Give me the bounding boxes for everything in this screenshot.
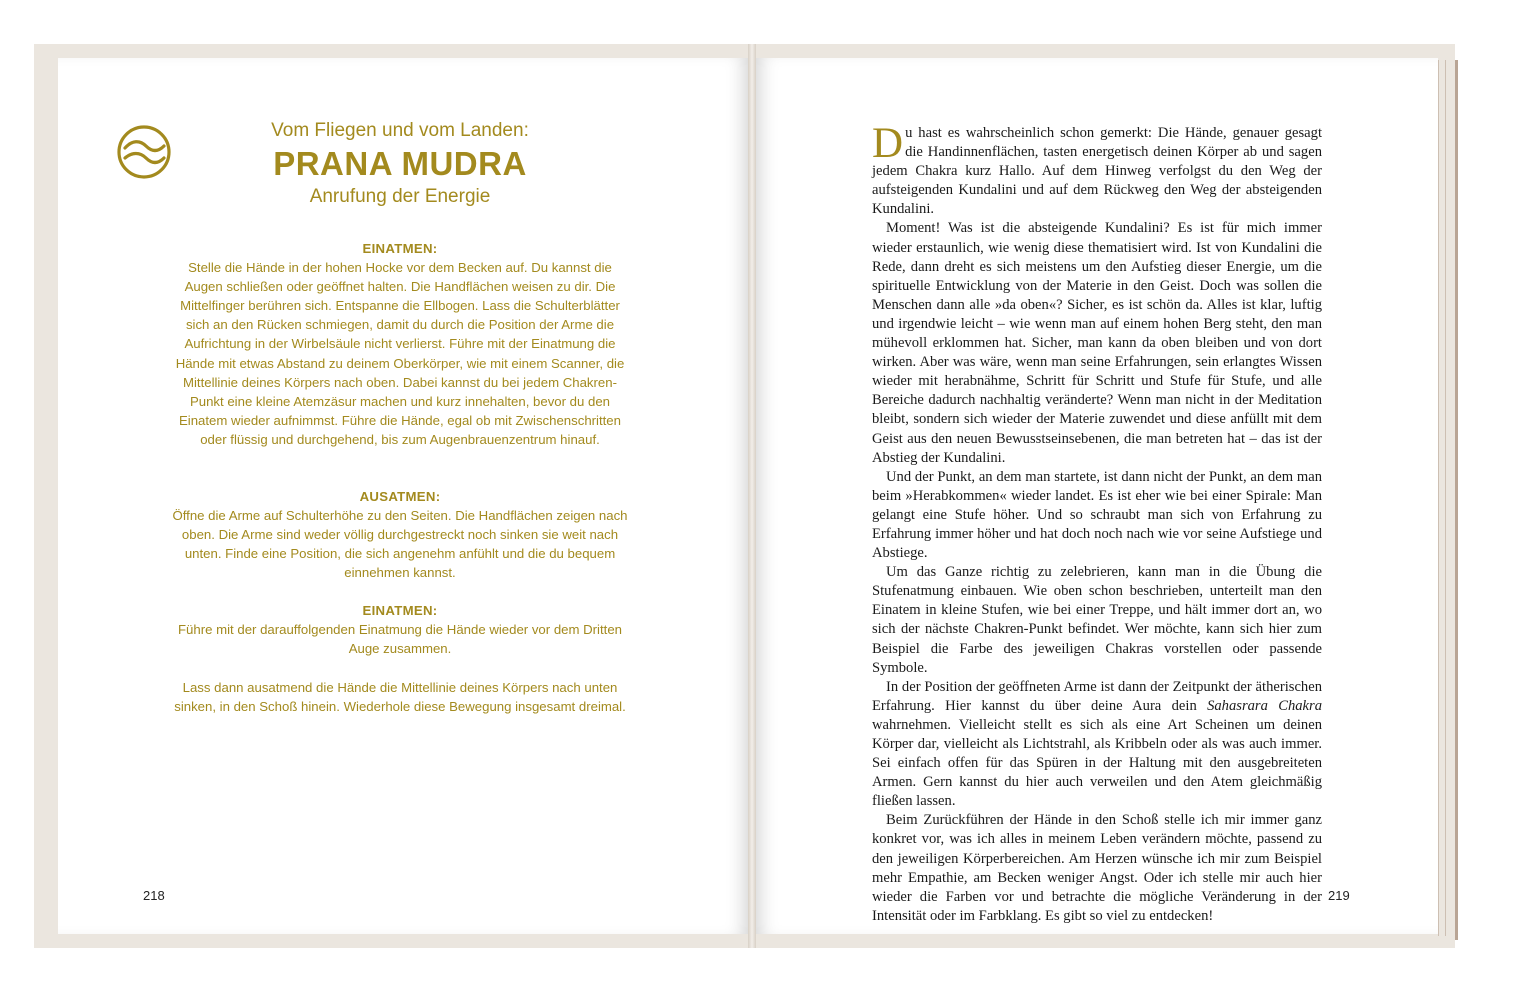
- section-heading: EINATMEN:: [362, 603, 438, 618]
- paragraph-2: Moment! Was ist die absteigende Kundalini? Es ist für mich immer wieder erstaunlich, wie wenig diese thematisiert wird. Ist von Kundalini die Rede, dann dreht es sich meistens um den Aufstieg dieser Energie, um die spirituelle Entwicklung von der Materie in den Geist. Doch was sollen die Menschen dann alle »da oben«? Sicher, es ist schön da. Alles ist klar, luftig und irgendwie leicht – wie wenn man auf einem hohen Berg steht, den man mühevoll erklommen hat. Sicher, man kann da oben bleiben und von dort wirken. Aber was wäre, wenn man seine Erfahrungen, sein erlangtes Wissen wieder mit herabnähme, Schritt für Schritt und Stufe für Stufe, und alle Bereiche dadurch nachhaltig veränderte? Wenn man nicht in der Meditation bleibt, sondern sich wieder der Materie zuwendet und diese anfüllt mit dem Geist aus den neuen Bewusstseinsebenen, die man betreten hat – das ist der Abstieg der Kundalini.: [872, 220, 1322, 466]
- subtitle-top: Vom Fliegen und vom Landen:: [271, 120, 529, 141]
- paragraph-5-italic: Sahasrara Chakra: [1207, 697, 1323, 714]
- closing-text: Lass dann ausatmend die Hände die Mittellinie deines Körpers nach unten sinken, in den Schoß hinein. Wiederhole diese Bewegung insgesamt dreimal.: [174, 680, 626, 715]
- page-title: PRANA MUDRA: [273, 145, 527, 182]
- prana-symbol-icon: [116, 124, 172, 180]
- instruction-closing: [170, 678, 630, 716]
- section-heading: AUSATMEN:: [359, 489, 441, 504]
- section-text: Öffne die Arme auf Schulterhöhe zu den Seiten. Die Handflächen zeigen nach oben. Die Arme sind weder völlig durchgestreckt noch sinken sie weit nach unten. Finde eine Position, die sich angenehm anfühlt und die du bequem einnehmen kannst.: [172, 508, 628, 581]
- title-block: [200, 118, 600, 210]
- instruction-inhale-2: [170, 601, 630, 658]
- page-number-right: 219: [1328, 888, 1350, 903]
- paragraph-1-text: u hast es wahrscheinlich schon gemerkt: Die Hände, genauer gesagt die Handinnenflächen, tasten energetisch deinen Körper ab und sagen jedem Chakra kurz Hallo. Auf dem Hinweg verfolgst du den Weg der aufsteigenden Kundalini und auf dem Rückweg den Weg der absteigenden Kundalini.: [872, 125, 1322, 218]
- page-number-left: 218: [143, 888, 165, 903]
- book-spine: [748, 44, 756, 948]
- instruction-exhale: [170, 487, 630, 582]
- instruction-inhale-1: [170, 239, 630, 449]
- paragraph-4: Um das Ganze richtig zu zelebrieren, kann man in die Übung die Stufenatmung einbauen. Wie oben schon beschrieben, unterteilt man den Einatem in kleine Stufen, wie bei einer Treppe, und hält immer dort an, wo sich der nächste Chakren-Punkt befindet. Wer möchte, kann sich hier zum Beispiel die Farbe des jeweiligen Chakras vorstellen oder passende Symbole.: [872, 564, 1322, 676]
- dropcap: D: [872, 120, 904, 167]
- paragraph-3: Und der Punkt, an dem man startete, ist dann nicht der Punkt, an dem man beim »Herabkommen« wieder landet. Es ist eher wie bei einer Spirale: Man gelangt eine Stufe höher. Und so schraubt man sich von Erfahrung zu Erfahrung immer höher und hat doch noch nach wie vor seine Aufstiege und Abstiege.: [872, 468, 1322, 562]
- page-stack: [1438, 60, 1446, 936]
- section-text: Führe mit der darauffolgenden Einatmung die Hände wieder vor dem Dritten Auge zusammen.: [178, 622, 622, 657]
- paragraph-5: [872, 678, 1322, 812]
- paragraph-1: [872, 120, 1322, 219]
- paragraph-6: Beim Zurückführen der Hände in den Schoß stelle ich mir immer ganz konkret vor, was ich alles in meinem Leben verändern möchte, passend zu den jeweiligen Körperbereichen. Am Herzen wünsche ich mir zum Beispiel mehr Empathie, am Becken weniger Angst. Oder ich stelle mir auch hier wieder die Farben vor und betrachte die mögliche Veränderung in der Intensität oder im Farbklang. Es gibt so viel zu entdecken!: [872, 812, 1322, 924]
- section-heading: EINATMEN:: [362, 241, 438, 256]
- paragraph-5-a: In der Position der geöffneten Arme ist dann der Zeitpunkt der ätherischen Erfahrung. Hier kannst du über deine Aura dein: [872, 678, 1322, 714]
- section-text: Stelle die Hände in der hohen Hocke vor dem Becken auf. Du kannst die Augen schließen oder geöffnet halten. Die Handflächen weisen zu dir. Die Mittelfinger berühren sich. Entspanne die Ellbogen. Lass die Schulterblätter sich an den Rücken schmiegen, damit du durch die Position der Arme die Aufrichtung in der Wirbelsäule nicht verlierst. Führe mit der Einatmung die Hände mit etwas Abstand zu deinem Oberkörper, wie mit einem Scanner, die Mittellinie deines Körpers nach oben. Dabei kannst du bei jedem Chakren-Punkt eine kleine Atemzäsur machen und kurz innehalten, bevor du den Einatem wieder aufnimmst. Führe die Hände, egal ob mit Zwischenschritten oder flüssig und durchgehend, bis zum Augenbrauenzentrum hinauf.: [175, 260, 625, 447]
- subtitle-bottom: Anrufung der Energie: [309, 186, 491, 207]
- body-text: [872, 120, 1323, 926]
- paragraph-5-b: wahrnehmen. Vielleicht stellt es sich als eine Art Scheinen um deinen Körper dar, vielleicht als Lichtstrahl, als Kribbeln oder als was auch immer. Sei einfach offen für das Spüren in der Haltung mit den ausgebreiteten Armen. Gern kannst du hier auch verweilen und den Atem gleichmäßig fließen lassen.: [872, 716, 1322, 810]
